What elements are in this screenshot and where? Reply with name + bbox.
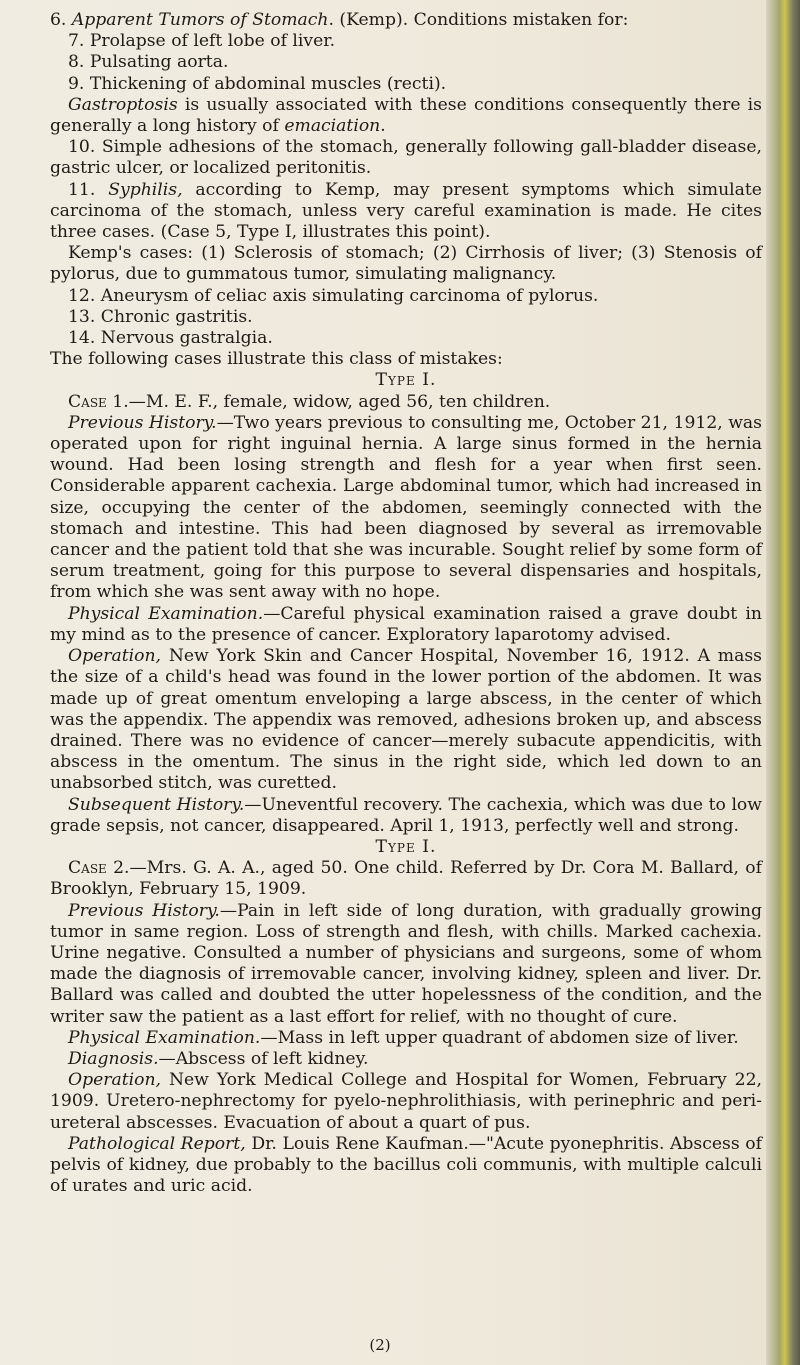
- item-13: 13. Chronic gastritis.: [68, 306, 253, 327]
- case-1-intro: Case 1.—M. E. F., female, widow, aged 56, ten children.: [68, 391, 551, 412]
- gastroptosis-paragraph: Gastroptosis is usually associated with these conditions consequently there is generally a long history of emaciation.: [50, 94, 762, 137]
- case-1-operation: Operation, New York Skin and Cancer Hospital, November 16, 1912. A mass the size of a child's head was found in the lower portion of the abdomen. It was made up of great omentum enveloping a large abscess, in the center of which was the appendix. The appendix was removed, adhesions broken up, and abscess drained. There was no evidence of cancer—merely subacute appendicitis, with abscess in the omentum. The sinus in the right side, which led down to an unabsorbed stitch, was curetted.: [50, 646, 762, 794]
- case-2-operation: Operation, New York Medical College and Hospital for Women, February 22, 1909. Uretero-nephrectomy for pyelo-nephrolithiasis, with perinephric and peri-ureteral abscesses. Evacuation of about a quart of pus.: [50, 1070, 762, 1133]
- kemp-cases: Kemp's cases: (1) Sclerosis of stomach; (2) Cirrhosis of liver; (3) Stenosis of pylorus, due to gummatous tumor, simulating malignancy.: [50, 243, 762, 285]
- page-edge-binding: [766, 0, 800, 1365]
- item-9: 9. Thickening of abdominal muscles (recti).: [68, 73, 447, 94]
- item-6: 6. Apparent Tumors of Stomach. (Kemp). Conditions mistaken for:: [50, 10, 629, 30]
- case-1-physical-examination: Physical Examination.—Careful physical examination raised a grave doubt in my mind as to the presence of cancer. Exploratory laparotomy advised.: [50, 603, 762, 645]
- page-number: (2): [369, 1336, 391, 1354]
- following-cases-line: The following cases illustrate this class of mistakes:: [50, 349, 503, 370]
- case-2-type-heading: Type I.: [375, 836, 437, 857]
- document-body: [50, 10, 762, 1197]
- item-8: 8. Pulsating aorta.: [68, 52, 229, 73]
- case-1-type-heading: Type I.: [375, 370, 437, 391]
- case-1-subsequent-history: Subsequent History.—Uneventful recovery. The cachexia, which was due to low grade sepsis, not cancer, disappeared. April 1, 1913, perfectly well and strong.: [50, 794, 762, 836]
- item-14: 14. Nervous gastralgia.: [68, 328, 273, 349]
- case-2-intro: Case 2.—Mrs. G. A. A., aged 50. One child. Referred by Dr. Cora M. Ballard, of Brooklyn, February 15, 1909.: [50, 858, 762, 900]
- case-2-diagnosis: Diagnosis.—Abscess of left kidney.: [68, 1048, 369, 1069]
- case-2-previous-history: Previous History.—Pain in left side of long duration, with gradually growing tumor in same region. Loss of strength and flesh, with chills. Marked cachexia. Urine negative. Consulted a number of physicians and surgeons, some of whom made the diagnosis of irremovable cancer, involving kidney, spleen and liver. Dr. Ballard was called and doubted the utter hopelessness of the condition, and the writer saw the patient as a last effort for relief, with no thought of cure.: [50, 900, 762, 1027]
- case-2-physical-examination: Physical Examination.—Mass in left upper quadrant of abdomen size of liver.: [68, 1027, 739, 1048]
- case-2-pathological-report: Pathological Report, Dr. Louis Rene Kaufman.—"Acute pyonephritis. Abscess of pelvis of kidney, due probably to the bacillus coli communis, with multiple calculi of urates and uric acid.: [50, 1133, 762, 1197]
- item-10: 10. Simple adhesions of the stomach, generally following gall-bladder disease, gastric ulcer, or localized peritonitis.: [50, 137, 762, 179]
- item-7: 7. Prolapse of left lobe of liver.: [68, 31, 336, 52]
- item-12: 12. Aneurysm of celiac axis simulating carcinoma of pylorus.: [68, 285, 599, 306]
- item-11: 11. Syphilis, according to Kemp, may present symptoms which simulate carcinoma of the stomach, unless very careful examination is made. He cites three cases. (Case 5, Type I, illustrates this point).: [50, 179, 762, 243]
- case-1-previous-history: Previous History.—Two years previous to consulting me, October 21, 1912, was operated upon for right inguinal hernia. A large sinus formed in the hernia wound. Had been losing strength and flesh for a year when first seen. Considerable apparent cachexia. Large abdominal tumor, which had increased in size, occupying the center of the abdomen, seemingly connected with the stomach and intestine. This had been diagnosed by several as irremovable cancer and the patient told that she was incurable. Sought relief by some form of serum treatment, going for this purpose to several dispensaries and hospitals, from which she was sent away with no hope.: [50, 412, 762, 603]
